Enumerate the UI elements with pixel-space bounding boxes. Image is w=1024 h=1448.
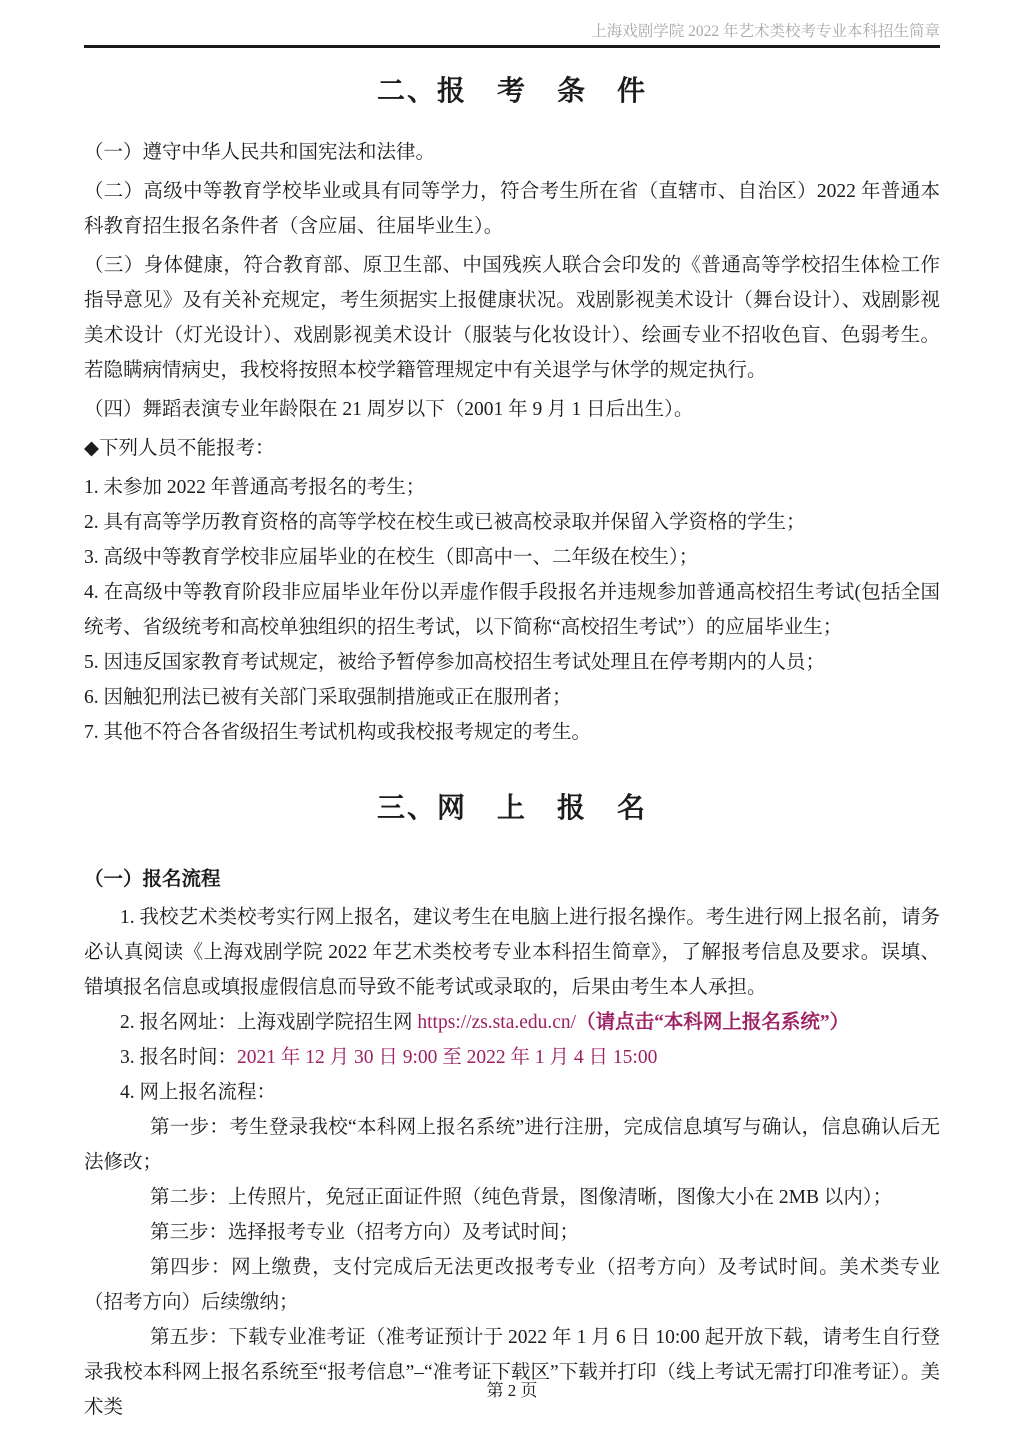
registration-intro: 1. 我校艺术类校考实行网上报名，建议考生在电脑上进行报名操作。考生进行网上报名前，请务必认真阅读《上海戏剧学院 2022 年艺术类校考专业本科招生简章》，了解报考信息及要求。误填、错填报名信息或填报虚假信息而导致不能考试或录取的，后果由考生本人承担。 <box>84 907 940 998</box>
registration-site-line <box>84 1005 940 1040</box>
not-eligible-item-2: 2. 具有高等学历教育资格的高等学校在校生或已被高校录取并保留入学资格的学生； <box>84 512 806 533</box>
section-2-title: 二、报 考 条 件 <box>376 76 647 107</box>
not-eligible-item-3: 3. 高级中等教育学校非应届毕业的在校生（即高中一、二年级在校生）； <box>84 547 699 568</box>
registration-process-subheading: （一）报名流程 <box>84 869 221 890</box>
running-head: 上海戏剧学院 2022 年艺术类校考专业本科招生简章 <box>591 23 940 40</box>
registration-time-label: 3. 报名时间： <box>120 1047 238 1068</box>
registration-time-value: 2021 年 12 月 30 日 9:00 至 2022 年 1 月 4 日 15:00 <box>237 1047 658 1068</box>
steps-heading: 4. 网上报名流程： <box>120 1082 277 1103</box>
registration-site-note: （请点击“本科网上报名系统”） <box>576 1012 850 1033</box>
eligibility-clause-3: （三）身体健康，符合教育部、原卫生部、中国残疾人联合会印发的《普通高等学校招生体检工作指导意见》及有关补充规定，考生须据实上报健康状况。戏剧影视美术设计（舞台设计）、戏剧影视美术设计（灯光设计）、戏剧影视美术设计（服装与化妆设计）、绘画专业不招收色盲、色弱考生。若隐瞒病情病史，我校将按照本校学籍管理规定中有关退学与休学的规定执行。 <box>84 255 940 381</box>
registration-time-line <box>84 1040 940 1075</box>
not-eligible-item-5: 5. 因违反国家教育考试规定，被给予暂停参加高校招生考试处理且在停考期内的人员； <box>84 652 826 673</box>
eligibility-clause-4: （四）舞蹈表演专业年龄限在 21 周岁以下（2001 年 9 月 1 日后出生）。 <box>84 399 694 420</box>
not-eligible-item-1: 1. 未参加 2022 年普通高考报名的考生； <box>84 477 426 498</box>
not-eligible-item-4: 4. 在高级中等教育阶段非应届毕业年份以弄虚作假手段报名并违规参加普通高校招生考试(包括全国统考、省级统考和高校单独组织的招生考试，以下简称“高校招生考试”）的应届毕业生； <box>84 582 940 638</box>
step-5: 第五步：下载专业准考证（准考证预计于 2022 年 1 月 6 日 10:00 起开放下载，请考生自行登录我校本科网上报名系统至“报考信息”–“准考证下载区”下载并打印（线上考试无需打印准考证）。美术类 <box>84 1327 940 1418</box>
step-1: 第一步：考生登录我校“本科网上报名系统”进行注册，完成信息填写与确认，信息确认后无法修改； <box>84 1117 940 1173</box>
not-eligible-item-6: 6. 因触犯刑法已被有关部门采取强制措施或正在服刑者； <box>84 687 572 708</box>
section-3-title: 三、网 上 报 名 <box>376 793 647 824</box>
registration-site-label: 2. 报名网址：上海戏剧学院招生网 <box>120 1012 418 1033</box>
step-2: 第二步：上传照片，免冠正面证件照（纯色背景，图像清晰，图像大小在 2MB 以内）； <box>150 1187 893 1208</box>
step-3: 第三步：选择报考专业（招考方向）及考试时间； <box>150 1222 580 1243</box>
page-number: 第 2 页 <box>486 1381 538 1400</box>
page-header <box>84 0 940 48</box>
eligibility-clause-1: （一）遵守中华人民共和国宪法和法律。 <box>84 142 436 163</box>
step-4: 第四步：网上缴费，支付完成后无法更改报考专业（招考方向）及考试时间。美术类专业（招考方向）后续缴纳； <box>84 1257 940 1313</box>
not-eligible-heading: ◆下列人员不能报考： <box>84 438 275 459</box>
eligibility-clause-2: （二）高级中等教育学校毕业或具有同等学力，符合考生所在省（直辖市、自治区）2022 年普通本科教育招生报名条件者（含应届、往届毕业生）。 <box>84 181 940 237</box>
registration-url-link[interactable]: https://zs.sta.edu.cn/ <box>417 1012 577 1033</box>
not-eligible-item-7: 7. 其他不符合各省级招生考试机构或我校报考规定的考生。 <box>84 722 592 743</box>
